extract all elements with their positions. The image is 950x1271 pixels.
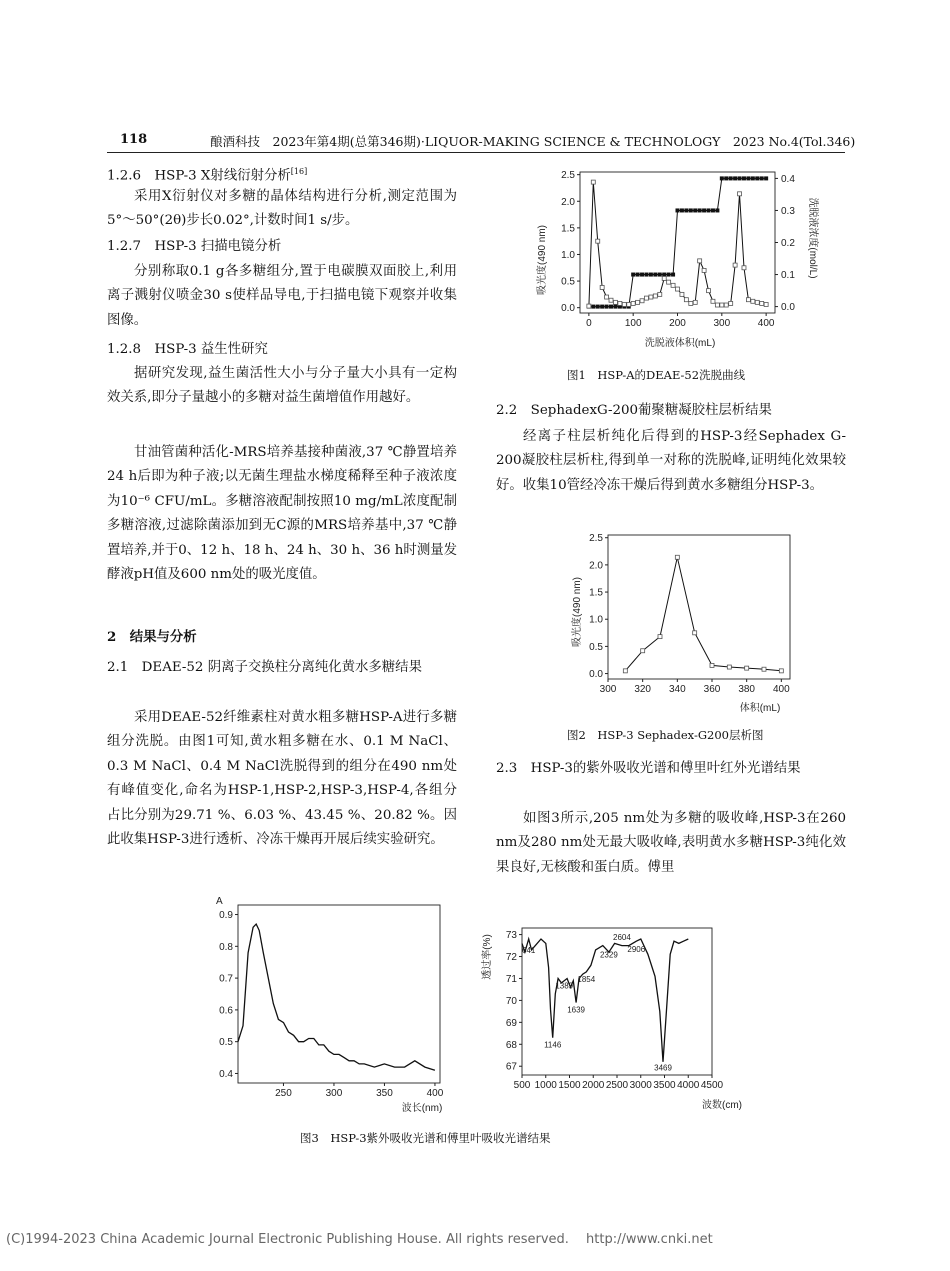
data-point-concentration: [609, 305, 613, 309]
data-point: [653, 294, 657, 298]
data-point: [640, 299, 644, 303]
y-tick-label: 68: [505, 1039, 517, 1051]
data-point-concentration: [605, 305, 609, 309]
data-point: [711, 299, 715, 303]
section-1-2-7-title: 1.2.7 HSP-3 扫描电镜分析: [107, 239, 282, 254]
data-point: [755, 300, 759, 304]
y-tick-label: 0.4: [219, 1068, 233, 1080]
x-tick-label: 250: [275, 1088, 292, 1099]
data-point: [733, 263, 737, 267]
data-point-concentration: [742, 176, 746, 180]
figure-2-xlabel: 体积(mL): [739, 703, 781, 714]
data-point: [751, 299, 755, 303]
y2-tick-label: 0.0: [781, 302, 795, 314]
data-point: [641, 649, 645, 653]
data-point-concentration: [702, 208, 706, 212]
section-1-2-6-title-text: 1.2.6 HSP-3 X射线衍射分析: [107, 168, 291, 184]
peak-label: 1389: [555, 981, 574, 991]
plot-frame: [608, 535, 790, 679]
data-point-concentration: [680, 208, 684, 212]
data-point-concentration: [689, 208, 693, 212]
figure-3-uv-xlabel: 波长(nm): [401, 1103, 443, 1114]
x-tick-label: 2500: [605, 1080, 629, 1091]
data-point: [658, 292, 662, 296]
data-point: [662, 276, 666, 280]
data-point: [729, 301, 733, 305]
data-point: [600, 285, 604, 289]
x-tick-label: 1500: [558, 1080, 581, 1091]
data-point-concentration: [613, 305, 617, 309]
page-number: 118: [120, 132, 148, 147]
data-point: [636, 300, 640, 304]
data-point: [684, 298, 688, 302]
data-point: [649, 295, 653, 299]
plot-frame: [580, 172, 775, 313]
data-point: [742, 266, 746, 270]
data-point: [596, 239, 600, 243]
data-point: [715, 303, 719, 307]
data-point: [591, 180, 595, 184]
section-2-3-title: 2.3 HSP-3的紫外吸收光谱和傅里叶红外光谱结果: [496, 761, 801, 776]
y-tick-label: 71: [505, 973, 517, 985]
data-point: [710, 663, 714, 667]
y-tick-label: 0.5: [561, 276, 575, 288]
paragraph-2-1: 采用DEAE-52纤维素柱对黄水粗多糖HSP-A进行多糖组分洗脱。由图1可知,黄水粗多糖在水、0.1 M NaCl、0.3 M NaCl、0.4 M NaCl洗脱得到的组分在490 nm处有峰值变化,命名为HSP-1,HSP-2,HSP-3,HSP-4,各组分占比分别为29.71 %、6.03 %、43.45 %、20.82 %。因此收集HSP-3进行透析、冷冻干燥再开展后续实验研究。: [107, 710, 457, 848]
data-point: [693, 300, 697, 304]
section-2-2-title: 2.2 SephadexG-200葡聚糖凝胶柱层析结果: [496, 403, 772, 418]
data-point: [746, 298, 750, 302]
peak-label: 1854: [577, 974, 596, 984]
figure-2-chart: [560, 527, 800, 717]
data-point-concentration: [658, 273, 662, 277]
x-tick-label: 4500: [700, 1080, 724, 1091]
x-tick-label: 300: [713, 318, 731, 329]
y-tick-label: 0.0: [589, 669, 603, 681]
y-tick-label: 1.0: [561, 249, 575, 261]
figure-1-chart: [530, 160, 820, 360]
header-rule: [107, 152, 845, 153]
paragraph-1-2-8-b: 甘油管菌种活化-MRS培养基接种菌液,37 ℃静置培养24 h后即为种子液;以无菌生理盐水梯度稀释至种子液浓度为10⁻⁶ CFU/mL。多糖溶液配制按照10 mg/mL浓度配制多糖溶液,过滤除菌添加到无C源的MRS培养基中,37 ℃静置培养,并于0、12 h、18 h、24 h、30 h、36 h时测量发酵液pH值及600 nm处的吸光度值。: [107, 445, 457, 583]
figure-3-ir-xlabel: 波数(cm): [702, 1100, 742, 1111]
data-point: [764, 302, 768, 306]
x-tick-label: 500: [513, 1080, 531, 1091]
data-point-concentration: [640, 273, 644, 277]
data-point: [702, 268, 706, 272]
x-tick-label: 3000: [629, 1080, 652, 1091]
figure-1-caption: 图1 HSP-A的DEAE-52洗脱曲线: [567, 368, 746, 382]
data-point: [707, 289, 711, 293]
data-point: [675, 555, 679, 559]
peak-label: 2604: [613, 933, 631, 943]
peak-label: 1146: [544, 1040, 562, 1050]
data-point: [609, 298, 613, 302]
x-tick-label: 0: [586, 318, 592, 329]
section-2-1-title: 2.1 DEAE-52 阴离子交换柱分离纯化黄水多糖结果: [107, 660, 422, 675]
data-point: [698, 259, 702, 263]
data-point: [720, 303, 724, 307]
data-point-concentration: [671, 273, 675, 277]
figure-1-y2label: 洗脱液浓度(mol/L): [807, 197, 818, 279]
data-point-concentration: [733, 176, 737, 180]
y-tick-label: 72: [505, 952, 517, 964]
x-tick-label: 4000: [677, 1080, 700, 1091]
x-tick-label: 320: [634, 684, 652, 695]
figure-1-ylabel: 吸光度(490 nm): [537, 224, 548, 296]
figure-3-uv-plot: [219, 905, 444, 1099]
data-point: [724, 303, 728, 307]
data-point-concentration: [698, 208, 702, 212]
figure-3-ir-plot: [506, 928, 724, 1091]
journal-header: 酿酒科技 2023年第4期(总第346期)·LIQUOR-MAKING SCIENCE & TECHNOLOGY 2023 No.4(Tol.346): [210, 134, 856, 149]
data-point: [745, 666, 749, 670]
data-point: [760, 301, 764, 305]
figure-1-plot: [561, 170, 795, 329]
y-tick-label: 1.5: [589, 587, 603, 599]
data-point: [587, 304, 591, 308]
data-point: [623, 669, 627, 673]
data-point: [618, 301, 622, 305]
figure-3-caption: 图3 HSP-3紫外吸收光谱和傅里叶吸收光谱结果: [300, 1131, 551, 1145]
data-point: [738, 192, 742, 196]
data-point: [631, 301, 635, 305]
data-point-concentration: [751, 176, 755, 180]
data-point-concentration: [591, 305, 595, 309]
data-point: [667, 280, 671, 284]
x-tick-label: 360: [703, 684, 721, 695]
y2-tick-label: 0.2: [781, 238, 795, 249]
data-point-concentration: [662, 273, 666, 277]
x-tick-label: 300: [599, 684, 617, 695]
data-point-concentration: [631, 273, 635, 277]
section-2-title: 2 结果与分析: [107, 629, 197, 645]
data-point-concentration: [711, 208, 715, 212]
data-point-concentration: [724, 176, 728, 180]
y2-tick-label: 0.1: [781, 270, 795, 282]
data-point: [644, 296, 648, 300]
figure-3-ir-chart: [470, 920, 780, 1120]
figure-2-caption: 图2 HSP-3 Sephadex-G200层析图: [567, 728, 764, 742]
data-point-concentration: [676, 208, 680, 212]
data-point: [627, 302, 631, 306]
figure-1-xlabel: 洗脱液体积(mL): [644, 338, 716, 349]
peak-label: 2906: [627, 945, 646, 955]
y-tick-label: 73: [505, 930, 517, 942]
figure-2-plot: [589, 533, 790, 695]
y-tick-label: 69: [505, 1017, 517, 1029]
data-point-concentration: [693, 208, 697, 212]
data-point-concentration: [729, 176, 733, 180]
peak-label: 2329: [599, 950, 618, 960]
paragraph-2-2: 经离子柱层析纯化后得到的HSP-3经Sephadex G-200凝胶柱层析柱,得到单一对称的洗脱峰,证明纯化效果较好。收集10管经冷冻干燥后得到黄水多糖组分HSP-3。: [496, 429, 846, 493]
data-point: [671, 283, 675, 287]
data-point: [693, 631, 697, 635]
x-tick-label: 350: [376, 1088, 393, 1099]
x-tick-label: 3500: [653, 1080, 676, 1091]
data-point-concentration: [636, 273, 640, 277]
y-tick-label: 0.5: [589, 641, 603, 653]
figure-3-uv-ylabel: A: [216, 896, 223, 907]
y-tick-label: 0.6: [219, 1005, 233, 1017]
y-tick-label: 0.5: [219, 1037, 233, 1049]
data-point: [779, 669, 783, 673]
x-tick-label: 400: [757, 318, 775, 329]
paragraph-2-3: 如图3所示,205 nm处为多糖的吸收峰,HSP-3在260 nm及280 nm处无最大吸收峰,表明黄水多糖HSP-3纯化效果良好,无核酸和蛋白质。傅里: [496, 811, 846, 875]
data-point: [622, 302, 626, 306]
y-tick-label: 67: [505, 1061, 517, 1073]
y2-tick-label: 0.4: [781, 173, 795, 185]
y-tick-label: 0.0: [561, 303, 575, 315]
data-point-concentration: [600, 305, 604, 309]
data-point-concentration: [755, 176, 759, 180]
data-point-concentration: [644, 273, 648, 277]
series-line: [238, 924, 435, 1070]
y-tick-label: 0.8: [219, 941, 233, 953]
x-tick-label: 200: [669, 318, 686, 329]
y-tick-label: 2.0: [589, 560, 603, 572]
data-point: [680, 292, 684, 296]
data-point-concentration: [715, 208, 719, 212]
y-tick-label: 70: [505, 995, 517, 1007]
y-tick-label: 0.7: [219, 973, 233, 985]
data-point: [689, 301, 693, 305]
data-point-concentration: [738, 176, 742, 180]
series-line: [625, 557, 781, 671]
x-tick-label: 400: [426, 1088, 444, 1099]
y-tick-label: 2.5: [589, 533, 603, 545]
data-point-concentration: [720, 176, 724, 180]
y-tick-label: 2.5: [561, 170, 575, 182]
data-point-concentration: [746, 176, 750, 180]
paragraph-1-2-7: 分别称取0.1 g各多糖组分,置于电碳膜双面胶上,利用离子溅射仪喷金30 s使样品导电,于扫描电镜下观察并收集图像。: [107, 264, 457, 328]
data-point: [605, 295, 609, 299]
data-point-concentration: [707, 208, 711, 212]
peak-label: 3469: [654, 1063, 672, 1073]
data-point: [613, 300, 617, 304]
data-point: [676, 287, 680, 291]
data-point-concentration: [653, 273, 657, 277]
y-tick-label: 0.9: [219, 910, 233, 922]
y-tick-label: 1.0: [589, 614, 603, 626]
copyright-text: (C)1994-2023 China Academic Journal Electronic Publishing House. All rights reserved. http://www.cnki.net: [6, 1232, 713, 1247]
data-point-concentration: [684, 208, 688, 212]
x-tick-label: 100: [624, 318, 642, 329]
x-tick-label: 1000: [534, 1080, 557, 1091]
data-point: [762, 667, 766, 671]
data-point: [658, 635, 662, 639]
paragraph-1-2-6: 采用X衍射仪对多糖的晶体结构进行分析,测定范围为5°～50°(2θ)步长0.02°,计数时间1 s/步。: [107, 189, 457, 229]
peak-label: 1639: [567, 1005, 586, 1015]
x-tick-label: 2000: [582, 1080, 605, 1091]
x-tick-label: 380: [738, 684, 756, 695]
data-point-concentration: [596, 305, 600, 309]
y-tick-label: 2.0: [561, 196, 575, 208]
data-point-concentration: [667, 273, 671, 277]
figure-2-ylabel: 吸光度(490 nm): [572, 576, 583, 648]
data-point-concentration: [764, 176, 768, 180]
plot-frame: [238, 905, 440, 1083]
section-1-2-8-title: 1.2.8 HSP-3 益生性研究: [107, 342, 268, 357]
figure-3-uv-chart: [200, 893, 465, 1123]
peak-label: 641: [522, 946, 536, 956]
y-tick-label: 1.5: [561, 223, 575, 235]
paragraph-1-2-8-a: 据研究发现,益生菌活性大小与分子量大小具有一定构效关系,即分子量越小的多糖对益生菌增值作用越好。: [107, 366, 457, 406]
citation-16: [16]: [290, 167, 308, 176]
x-tick-label: 400: [772, 684, 790, 695]
data-point: [727, 665, 731, 669]
y2-tick-label: 0.3: [781, 205, 795, 217]
x-tick-label: 340: [668, 684, 686, 695]
x-tick-label: 300: [325, 1088, 343, 1099]
data-point-concentration: [760, 176, 764, 180]
data-point-concentration: [649, 273, 653, 277]
figure-3-ir-ylabel: 透过率(%): [482, 934, 493, 980]
